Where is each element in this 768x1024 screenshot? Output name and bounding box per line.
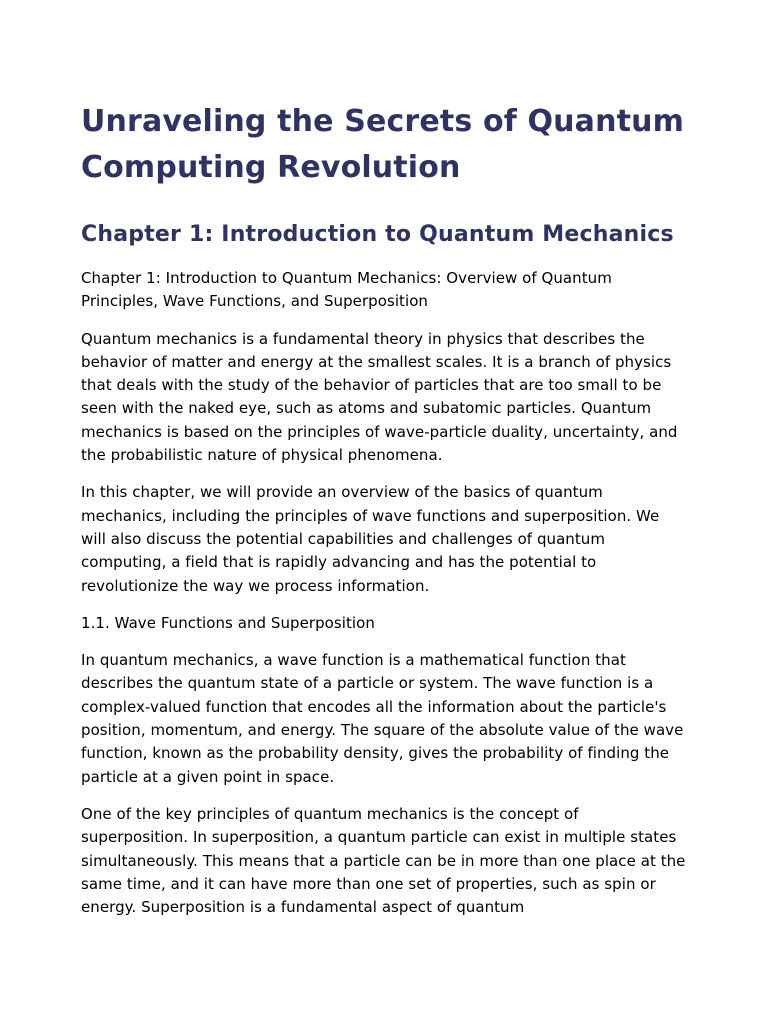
body-paragraph: In quantum mechanics, a wave function is a mathematical function that describes the quantum state of a particle or system. The wave function is a complex-valued function that encodes all the information about the particle's position, momentum, and energy. The square of the absolute value of the wave function, known as the probability density, gives the probability of finding the particle at a given point in space.: [81, 651, 684, 786]
body-paragraph: One of the key principles of quantum mechanics is the concept of superposition. In superposition, a quantum particle can exist in multiple states simultaneously. This means that a particle can be in more than one place at the same time, and it can have more than one set of properties, such as spin or energy. Superposition is a fundamental aspect of quantum: [81, 804, 686, 917]
chapter-subtitle-paragraph: Chapter 1: Introduction to Quantum Mechanics: Overview of Quantum Principles, Wave Functions, and Superposition: [81, 269, 612, 311]
chapter-heading: Chapter 1: Introduction to Quantum Mechanics: [81, 222, 674, 247]
body-paragraph: Quantum mechanics is a fundamental theory in physics that describes the behavior of matter and energy at the smallest scales. It is a branch of physics that deals with the study of the behavior of particles that are too small to be seen with the naked eye, such as atoms and subatomic particles. Quantum mechanics is based on the principles of wave-particle duality, uncertainty, and the probabilistic nature of physical phenomena.: [81, 329, 678, 465]
document-title: Unraveling the Secrets of Quantum Computing Revolution: [81, 104, 684, 185]
section-heading: 1.1. Wave Functions and Superposition: [81, 613, 375, 632]
body-paragraph: In this chapter, we will provide an overview of the basics of quantum mechanics, including the principles of wave functions and superposition. We will also discuss the potential capabilities and challenges of quantum computing, a field that is rapidly advancing and has the potential to revolutionize the way we process information.: [81, 483, 660, 595]
